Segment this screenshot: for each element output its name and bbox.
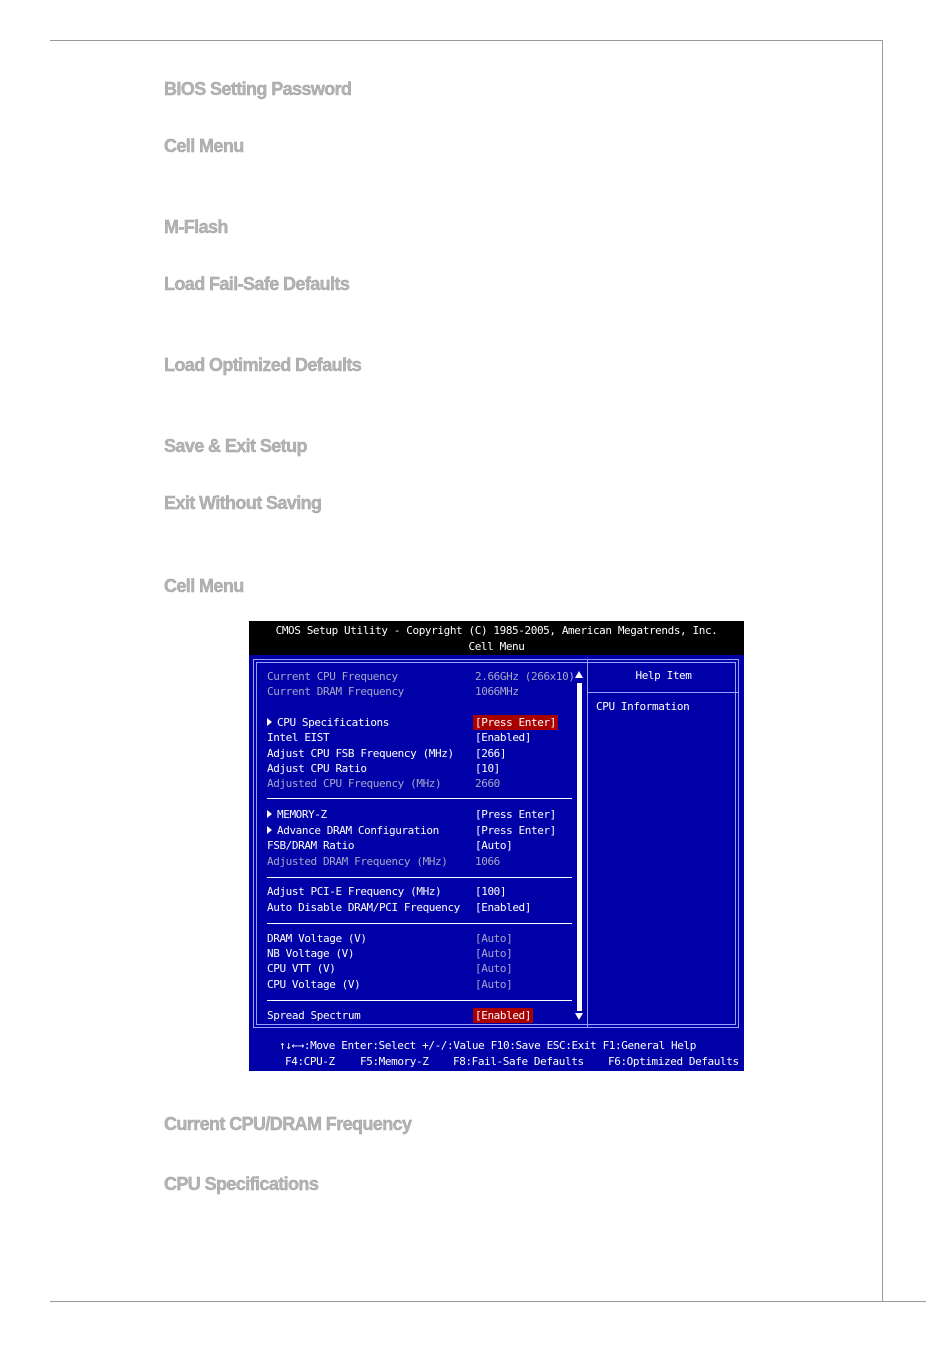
bios-row-value[interactable]: [266] <box>475 747 507 760</box>
footer-key-cpu-z: F4:CPU-Z <box>285 1055 335 1068</box>
bios-row-label: FSB/DRAM Ratio <box>267 839 355 852</box>
bios-row-value[interactable]: [Enabled] <box>475 901 532 914</box>
bios-row-value: 2660 <box>475 777 500 790</box>
bios-row-label: Adjusted DRAM Frequency (MHz) <box>267 855 448 868</box>
heading-cpu-specifications: CPU Specifications <box>164 1174 319 1194</box>
bios-row-value[interactable]: [100] <box>475 885 507 898</box>
help-panel-text: CPU Information <box>596 700 690 713</box>
bios-row-value[interactable]: [Press Enter] <box>475 808 556 821</box>
bios-row-value-selected[interactable]: [Press Enter] <box>475 716 556 729</box>
help-panel-title-rule <box>587 692 739 693</box>
heading-current-cpu-dram-frequency: Current CPU/DRAM Frequency <box>164 1114 412 1134</box>
submenu-arrow-icon <box>267 810 272 818</box>
scroll-up-arrow-icon[interactable] <box>575 671 583 678</box>
footer-key-optimized: F6:Optimized Defaults <box>608 1055 739 1068</box>
heading-cell-menu: Cell Menu <box>164 136 244 156</box>
bios-row-label: Current DRAM Frequency <box>267 685 404 698</box>
bios-row-value[interactable]: [Auto] <box>475 839 513 852</box>
bios-row-label: CPU Specifications <box>267 715 389 730</box>
scroll-down-arrow-icon[interactable] <box>575 1013 583 1020</box>
bios-row-label: Adjust CPU FSB Frequency (MHz) <box>267 747 454 760</box>
bios-row-value: 1066MHz <box>475 685 519 698</box>
bios-row-label: Advance DRAM Configuration <box>267 823 439 838</box>
bios-row-value[interactable]: [Auto] <box>475 978 513 991</box>
page-top-rule <box>50 40 883 41</box>
footer-key-memory-z: F5:Memory-Z <box>360 1055 429 1068</box>
bios-title-bar <box>249 621 744 655</box>
bios-group-separator <box>267 1000 572 1001</box>
footer-keys-line1: ↑↓←→:Move Enter:Select +/-/:Value F10:Save ESC:Exit F1:General Help <box>279 1039 696 1052</box>
bios-row-value: 2.66GHz (266x10) <box>475 670 575 683</box>
bios-row-value[interactable]: [Auto] <box>475 947 513 960</box>
bios-row-value[interactable]: [Auto] <box>475 932 513 945</box>
bios-row-label: Adjust CPU Ratio <box>267 762 367 775</box>
page-right-rule <box>882 40 883 1301</box>
bios-row-value-highlighted[interactable]: [Enabled] <box>475 1009 532 1022</box>
submenu-arrow-icon <box>267 718 272 726</box>
bios-cell-menu-screenshot <box>249 621 744 1071</box>
bios-row-label: Spread Spectrum <box>267 1009 361 1022</box>
bios-group-separator <box>267 798 572 799</box>
help-panel-title: Help Item <box>635 669 692 682</box>
bios-group-separator <box>267 877 572 878</box>
bios-row-label: Auto Disable DRAM/PCI Frequency <box>267 901 460 914</box>
bios-copyright-line: CMOS Setup Utility - Copyright (C) 1985-2005, American Megatrends, Inc. <box>275 624 718 637</box>
bios-row-label: DRAM Voltage (V) <box>267 932 367 945</box>
bios-row-label: MEMORY-Z <box>267 807 327 822</box>
scrollbar-track[interactable] <box>577 683 582 1011</box>
heading-cell-menu-section: Cell Menu <box>164 576 244 596</box>
bios-row-label: Current CPU Frequency <box>267 670 398 683</box>
bios-row-value: 1066 <box>475 855 500 868</box>
bios-group-separator <box>267 923 572 924</box>
bios-row-label: Intel EIST <box>267 731 330 744</box>
heading-m-flash: M-Flash <box>164 217 228 237</box>
bios-row-value[interactable]: [Enabled] <box>475 731 532 744</box>
help-panel-separator <box>587 659 588 1028</box>
heading-exit-without-saving: Exit Without Saving <box>164 493 322 513</box>
heading-bios-setting-password: BIOS Setting Password <box>164 79 352 99</box>
footer-key-fail-safe: F8:Fail-Safe Defaults <box>453 1055 584 1068</box>
heading-load-optimized-defaults: Load Optimized Defaults <box>164 355 362 375</box>
bios-row-label: Adjust PCI-E Frequency (MHz) <box>267 885 442 898</box>
heading-save-exit-setup: Save & Exit Setup <box>164 436 307 456</box>
heading-load-fail-safe-defaults: Load Fail-Safe Defaults <box>164 274 350 294</box>
bios-row-value[interactable]: [Auto] <box>475 962 513 975</box>
page-bottom-rule <box>50 1301 926 1302</box>
bios-row-label: Adjusted CPU Frequency (MHz) <box>267 777 442 790</box>
submenu-arrow-icon <box>267 826 272 834</box>
bios-row-label: CPU Voltage (V) <box>267 978 361 991</box>
bios-row-value[interactable]: [Press Enter] <box>475 824 556 837</box>
bios-menu-title: Cell Menu <box>468 640 525 653</box>
bios-row-value[interactable]: [10] <box>475 762 500 775</box>
bios-row-label: NB Voltage (V) <box>267 947 355 960</box>
bios-row-label: CPU VTT (V) <box>267 962 336 975</box>
